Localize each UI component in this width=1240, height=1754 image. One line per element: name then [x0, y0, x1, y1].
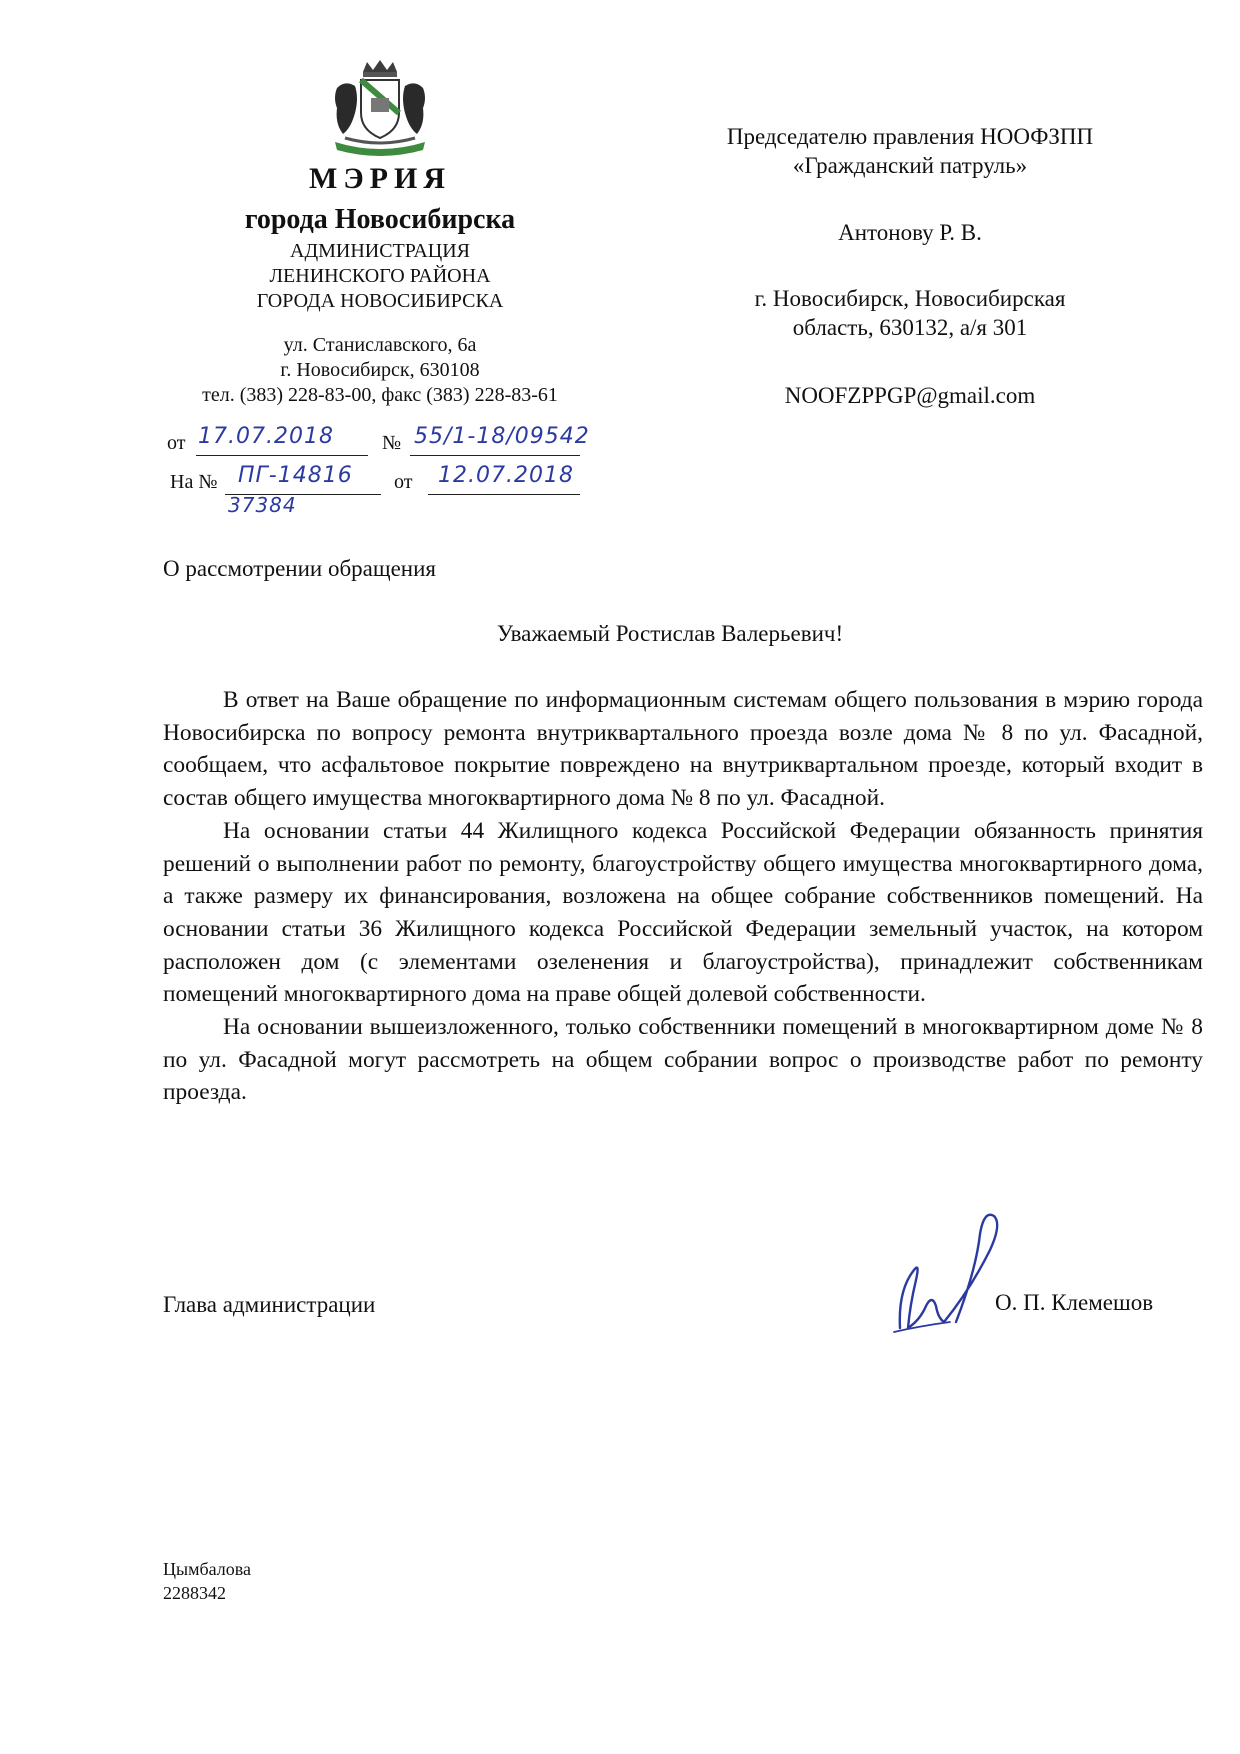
recipient-address-line: г. Новосибирск, Новосибирская	[754, 286, 1066, 311]
reg-ref-date-label: от	[394, 471, 413, 493]
executor-phone: 2288342	[163, 1583, 226, 1603]
reg-ref-number: ПГ-14816	[238, 463, 353, 488]
reg-number: 55/1-18/09542	[414, 424, 590, 449]
body-paragraph: На основании вышеизложенного, только собственники помещений в многоквартирном доме № 8 по ул. Фасадной могут рассмотреть на общем собрании вопрос о производстве работ по ремонту проезда.	[163, 1014, 1203, 1106]
letterhead-admin-line: ГОРОДА НОВОСИБИРСКА	[256, 290, 504, 312]
reg-number-label: №	[382, 432, 402, 454]
reg-number-underline	[410, 455, 580, 456]
reg-reply-label: На №	[170, 471, 218, 493]
reg-ref-date: 12.07.2018	[438, 463, 574, 488]
letterhead-admin	[150, 239, 610, 314]
recipient-name: Антонову Р. В.	[838, 220, 982, 245]
letterhead-city: города Новосибирска	[244, 204, 516, 235]
recipient-address	[680, 284, 1140, 342]
reg-date-underline	[196, 455, 368, 456]
letterhead-admin-line: ЛЕНИНСКОГО РАЙОНА	[269, 265, 491, 287]
letterhead-address-line: г. Новосибирск, 630108	[280, 359, 480, 381]
reg-date: 17.07.2018	[198, 424, 334, 449]
letter-body	[163, 684, 1203, 1109]
handwritten-signature-icon	[880, 1210, 1030, 1340]
body-paragraph: На основании статьи 44 Жилищного кодекса Российской Федерации обязанность принятия решений о выполнении работ по ремонту, благоустройству общего имущества многоквартирного дома, а также размеру их финансирования, возложена на общее собрание собственников помещений. На основании статьи 36 Жилищного кодекса Российской Федерации земельный участок, на котором расположен дом (с элементами озеленения и благоустройства), принадлежит собственникам помещений многоквартирного дома на праве общей долевой собственности.	[163, 817, 1203, 1008]
recipient-email: NOOFZPPGP@gmail.com	[784, 383, 1036, 408]
letterhead-org: МЭРИЯ	[309, 162, 451, 195]
recipient-line: Председателю правления НООФЗПП	[726, 124, 1094, 149]
signatory-name: О. П. Клемешов	[995, 1290, 1154, 1315]
reg-ref-extra: 37384	[228, 493, 297, 517]
letterhead-address-line: ул. Станиславского, 6а	[283, 334, 477, 356]
body-paragraph: В ответ на Ваше обращение по информационным системам общего пользования в мэрию города Новосибирска по вопросу ремонта внутриквартального проезда возле дома № 8 по ул. Фасадной, сообщаем, что асфальтовое покрытие повреждено на внутриквартальном проезде, который входит в состав общего имущества многоквартирного дома № 8 по ул. Фасадной.	[163, 687, 1203, 812]
reg-ref-date-underline	[428, 494, 580, 495]
letter-subject: О рассмотрении обращения	[163, 556, 436, 581]
letter-greeting: Уважаемый Ростислав Валерьевич!	[496, 621, 844, 646]
signatory-title: Глава администрации	[163, 1292, 376, 1317]
city-coat-of-arms-icon	[325, 58, 435, 158]
letterhead-address	[150, 333, 610, 383]
recipient-address-line: область, 630132, а/я 301	[792, 315, 1028, 340]
letterhead-phone: тел. (383) 228-83-00, факс (383) 228-83-61	[202, 384, 558, 406]
reg-from-label: от	[167, 432, 186, 454]
recipient-line: «Гражданский патруль»	[792, 153, 1028, 178]
recipient-position	[680, 122, 1140, 180]
executor-name: Цымбалова	[163, 1559, 252, 1579]
letterhead-admin-line: АДМИНИСТРАЦИЯ	[290, 240, 470, 262]
